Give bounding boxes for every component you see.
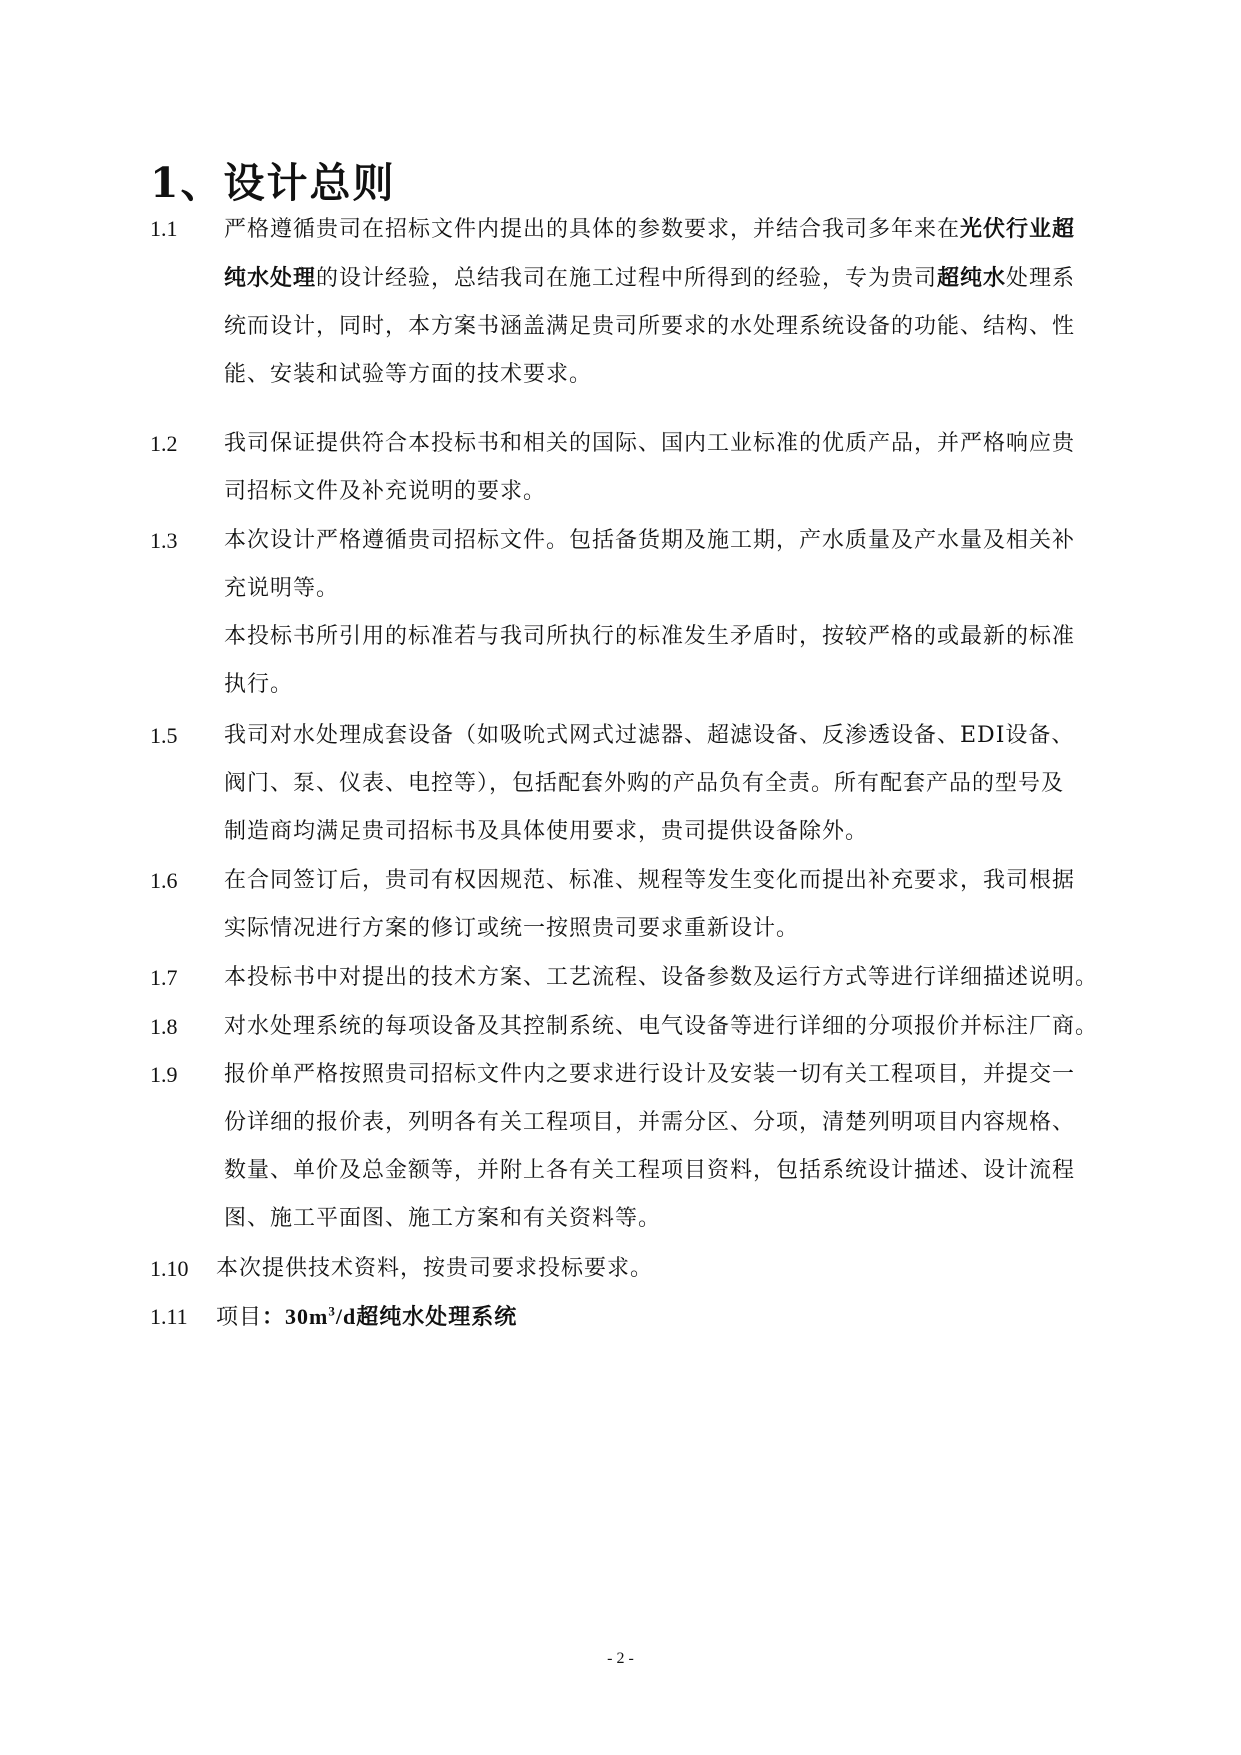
clause-line: 能、安装和试验等方面的技术要求。 (224, 362, 593, 387)
clause-number: 1.1 (150, 216, 178, 241)
project-name: 超纯水处理系统 (356, 1304, 518, 1330)
clause-text (224, 420, 1150, 516)
bold-text-run: 光伏行业超 (960, 216, 1076, 242)
project-capacity (285, 1304, 356, 1329)
clause-number: 1.6 (150, 868, 178, 893)
clause-1-5 (150, 712, 1150, 856)
clause-number: 1.8 (150, 1014, 178, 1039)
clause-1-1 (150, 205, 1150, 399)
clause-1-9 (150, 1051, 1150, 1243)
clause-line: 我司保证提供符合本投标书和相关的国际、国内工业标准的优质产品，并严格响应贵 (224, 431, 1076, 456)
clause-line: 我司对水处理成套设备（如吸吮式网式过滤器、超滤设备、反渗透设备、EDI设备、 (224, 723, 1075, 748)
capacity-unit: /d (335, 1304, 357, 1329)
clause-line: 本投标书所引用的标准若与我司所执行的标准发生矛盾时，按较严格的或最新的标准 (224, 624, 1076, 649)
clause-line: 充说明等。 (224, 576, 340, 601)
clause-1-8 (150, 1003, 1150, 1051)
text-run: 的设计经验，总结我司在施工过程中所得到的经验，专为贵司 (316, 266, 938, 291)
clause-text (224, 712, 1150, 856)
clause-1-2 (150, 420, 1150, 516)
clause-line: 统而设计，同时，本方案书涵盖满足贵司所要求的水处理系统设备的功能、结构、性 (224, 314, 1076, 339)
clause-line (224, 205, 1150, 254)
clause-text (224, 954, 1150, 1002)
bold-text-run: 超纯水 (937, 265, 1007, 291)
clause-number: 1.2 (150, 431, 178, 456)
clause-number: 1.5 (150, 723, 178, 748)
clause-number: 1.11 (150, 1304, 188, 1329)
clause-line: 制造商均满足贵司招标书及具体使用要求，贵司提供设备除外。 (224, 819, 869, 844)
clause-line: 数量、单价及总金额等，并附上各有关工程项目资料，包括系统设计描述、设计流程 (224, 1158, 1076, 1183)
text-run: 处理系 (1006, 266, 1076, 291)
clause-number: 1.9 (150, 1062, 178, 1087)
clause-line: 图、施工平面图、施工方案和有关资料等。 (224, 1206, 662, 1231)
clause-line: 对水处理系统的每项设备及其控制系统、电气设备等进行详细的分项报价并标注厂商。 (224, 1014, 1099, 1039)
clause-text (224, 517, 1150, 709)
clause-line: 阀门、泵、仪表、电控等），包括配套外购的产品负有全责。所有配套产品的型号及 (224, 771, 1065, 796)
clause-text (216, 1293, 1150, 1342)
clause-1-10 (150, 1245, 1150, 1293)
bold-text-run: 纯水处理 (224, 265, 317, 291)
clause-text (216, 1245, 1150, 1293)
clause-text (224, 857, 1150, 953)
clause-line: 实际情况进行方案的修订或统一按照贵司要求重新设计。 (224, 916, 800, 941)
clause-line: 本投标书中对提出的技术方案、工艺流程、设备参数及运行方式等进行详细描述说明。 (224, 965, 1099, 990)
project-colon: ： (262, 1304, 286, 1330)
clause-line (224, 254, 1150, 303)
project-label: 项目 (216, 1305, 263, 1330)
clause-line: 报价单严格按照贵司招标文件内之要求进行设计及安装一切有关工程项目，并提交一 (224, 1062, 1076, 1087)
clause-1-7 (150, 954, 1150, 1002)
clause-line: 本次设计严格遵循贵司招标文件。包括备货期及施工期，产水质量及产水量及相关补 (224, 528, 1076, 553)
clause-1-6 (150, 857, 1150, 953)
clause-line: 执行。 (224, 672, 294, 697)
clause-line: 在合同签订后，贵司有权因规范、标准、规程等发生变化而提出补充要求，我司根据 (224, 868, 1076, 893)
clause-number: 1.10 (150, 1256, 189, 1281)
clause-line: 份详细的报价表，列明各有关工程项目，并需分区、分项，清楚列明项目内容规格、 (224, 1110, 1076, 1135)
clause-text (224, 1003, 1150, 1051)
capacity-exponent: 3 (328, 1303, 336, 1319)
clause-1-3 (150, 517, 1150, 709)
text-run: 严格遵循贵司在招标文件内提出的具体的参数要求，并结合我司多年来在 (224, 217, 961, 242)
clause-1-11 (150, 1293, 1150, 1342)
clause-line: 本次提供技术资料，按贵司要求投标要求。 (216, 1256, 654, 1281)
clause-number: 1.3 (150, 528, 178, 553)
capacity-value: 30m (285, 1304, 329, 1329)
page-number: - 2 - (607, 1650, 634, 1667)
clause-number: 1.7 (150, 965, 178, 990)
clause-text (224, 1051, 1150, 1243)
clause-line (216, 1293, 1150, 1342)
clause-line: 司招标文件及补充说明的要求。 (224, 479, 547, 504)
clause-text (224, 205, 1150, 399)
section-heading: 1、设计总则 (150, 159, 396, 207)
